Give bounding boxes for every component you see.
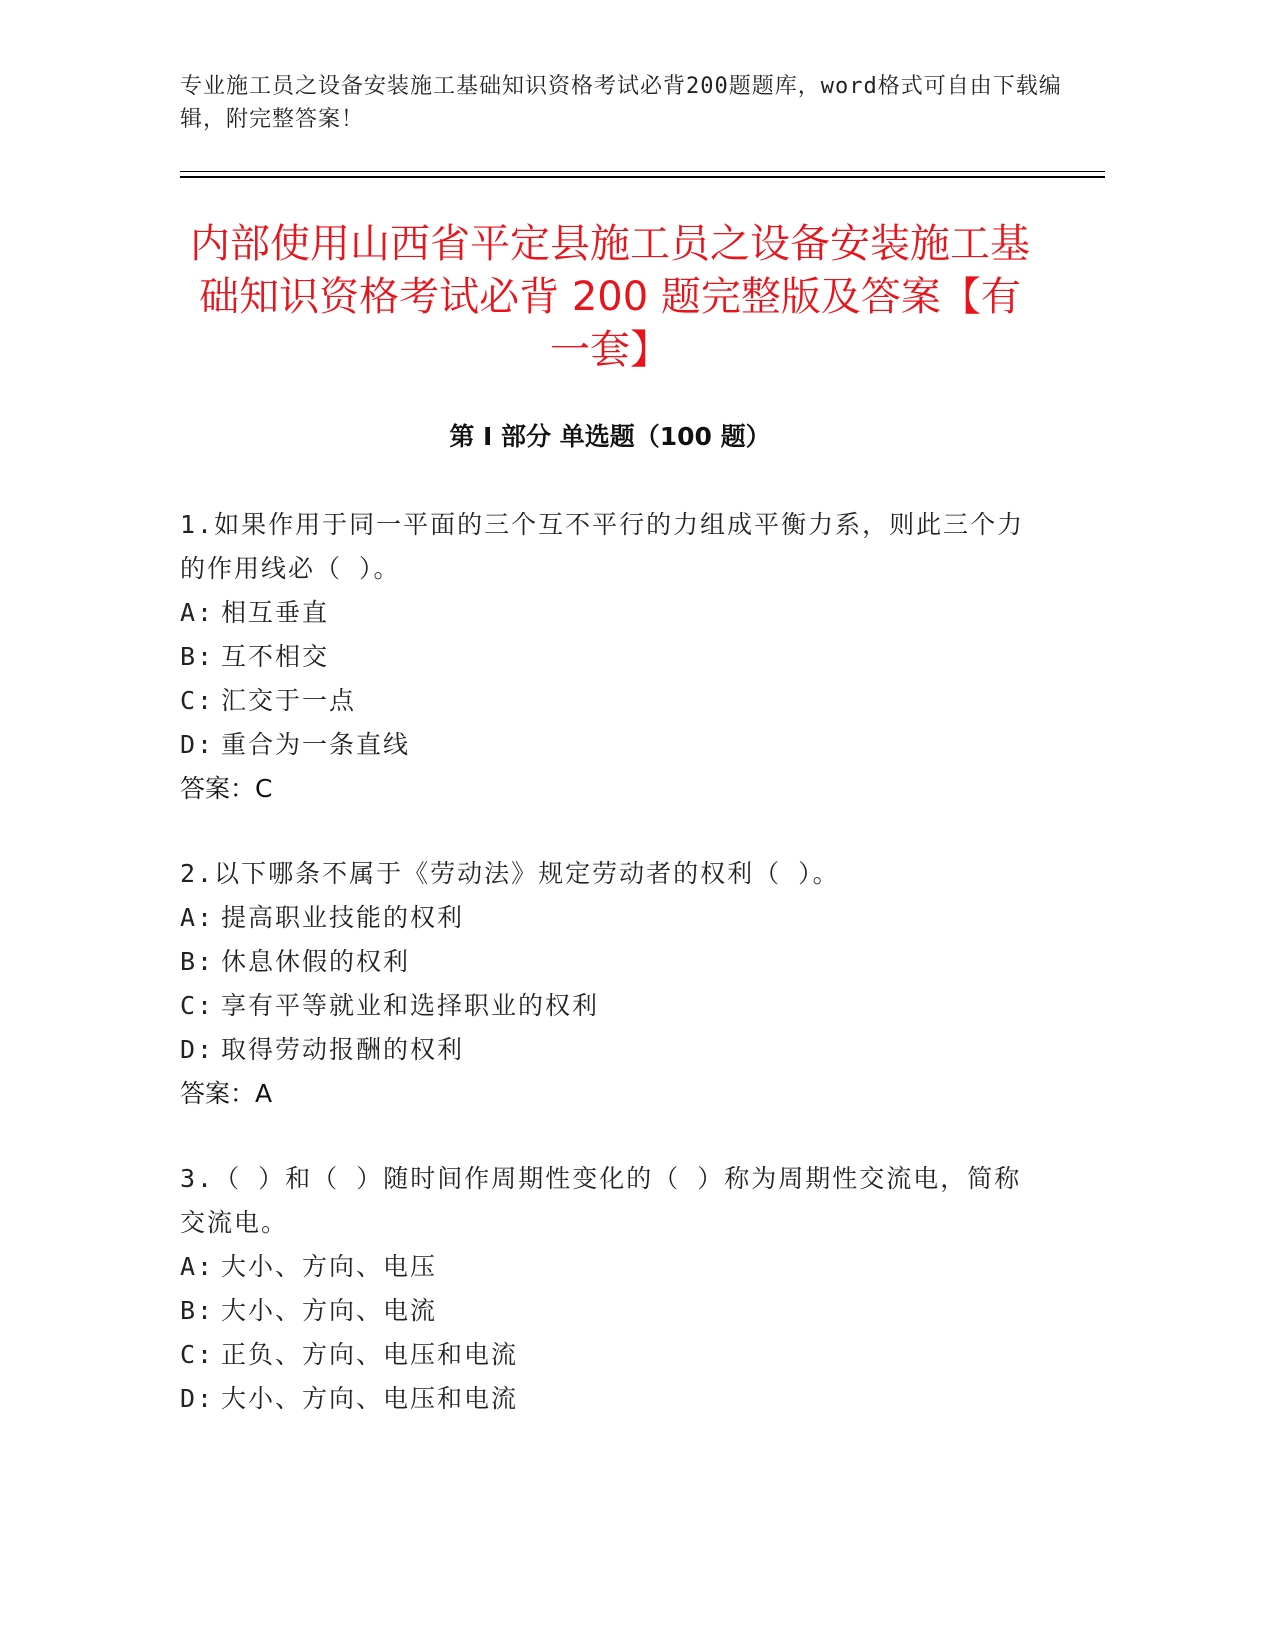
option-key: A: <box>180 1252 215 1281</box>
option-b <box>180 1289 1040 1333</box>
option-d <box>180 1377 1040 1421</box>
option-a <box>180 896 1040 940</box>
option-a <box>180 1245 1040 1289</box>
option-key: B: <box>180 947 215 976</box>
option-d <box>180 723 1040 767</box>
section-title: 第 I 部分 单选题（100 题） <box>449 422 771 451</box>
question-list <box>180 503 1040 1462</box>
question-stem: 2.以下哪条不属于《劳动法》规定劳动者的权利（ ）。 <box>180 859 840 888</box>
option-b <box>180 940 1040 984</box>
option-text: 享有平等就业和选择职业的权利 <box>221 991 600 1020</box>
question-stem: 1.如果作用于同一平面的三个互不平行的力组成平衡力系，则此三个力的作用线必（ ）。 <box>180 510 1025 583</box>
header-note: 专业施工员之设备安装施工基础知识资格考试必背200题题库，word格式可自由下载编辑，附完整答案！ <box>180 74 1062 132</box>
option-c <box>180 1333 1040 1377</box>
option-key: C: <box>180 1340 215 1369</box>
question-3 <box>180 1157 1040 1421</box>
question-stem: 3.（ ）和（ ）随时间作周期性变化的（ ）称为周期性交流电，简称交流电。 <box>180 1164 1022 1237</box>
option-key: D: <box>180 1035 215 1064</box>
option-text: 大小、方向、电压 <box>221 1252 438 1281</box>
option-d <box>180 1028 1040 1072</box>
option-key: A: <box>180 903 215 932</box>
option-text: 取得劳动报酬的权利 <box>221 1035 465 1064</box>
option-c <box>180 984 1040 1028</box>
answer: 答案：C <box>180 774 273 803</box>
option-text: 重合为一条直线 <box>221 730 411 759</box>
option-text: 大小、方向、电压和电流 <box>221 1384 519 1413</box>
option-text: 相互垂直 <box>221 598 330 627</box>
option-text: 互不相交 <box>221 642 330 671</box>
option-key: B: <box>180 642 215 671</box>
option-key: D: <box>180 730 215 759</box>
option-text: 提高职业技能的权利 <box>221 903 465 932</box>
option-a <box>180 591 1040 635</box>
document-title: 内部使用山西省平定县施工员之设备安装施工基础知识资格考试必背 200 题完整版及答案【有一套】 <box>190 221 1030 373</box>
option-key: B: <box>180 1296 215 1325</box>
option-c <box>180 679 1040 723</box>
question-1 <box>180 503 1040 811</box>
option-b <box>180 635 1040 679</box>
question-2 <box>180 852 1040 1116</box>
option-text: 大小、方向、电流 <box>221 1296 438 1325</box>
option-key: C: <box>180 991 215 1020</box>
option-key: C: <box>180 686 215 715</box>
option-key: A: <box>180 598 215 627</box>
header-divider-thin <box>180 171 1105 172</box>
option-text: 休息休假的权利 <box>221 947 411 976</box>
option-text: 正负、方向、电压和电流 <box>221 1340 519 1369</box>
answer: 答案：A <box>180 1079 273 1108</box>
option-text: 汇交于一点 <box>221 686 357 715</box>
header-divider-thick <box>180 176 1105 178</box>
option-key: D: <box>180 1384 215 1413</box>
